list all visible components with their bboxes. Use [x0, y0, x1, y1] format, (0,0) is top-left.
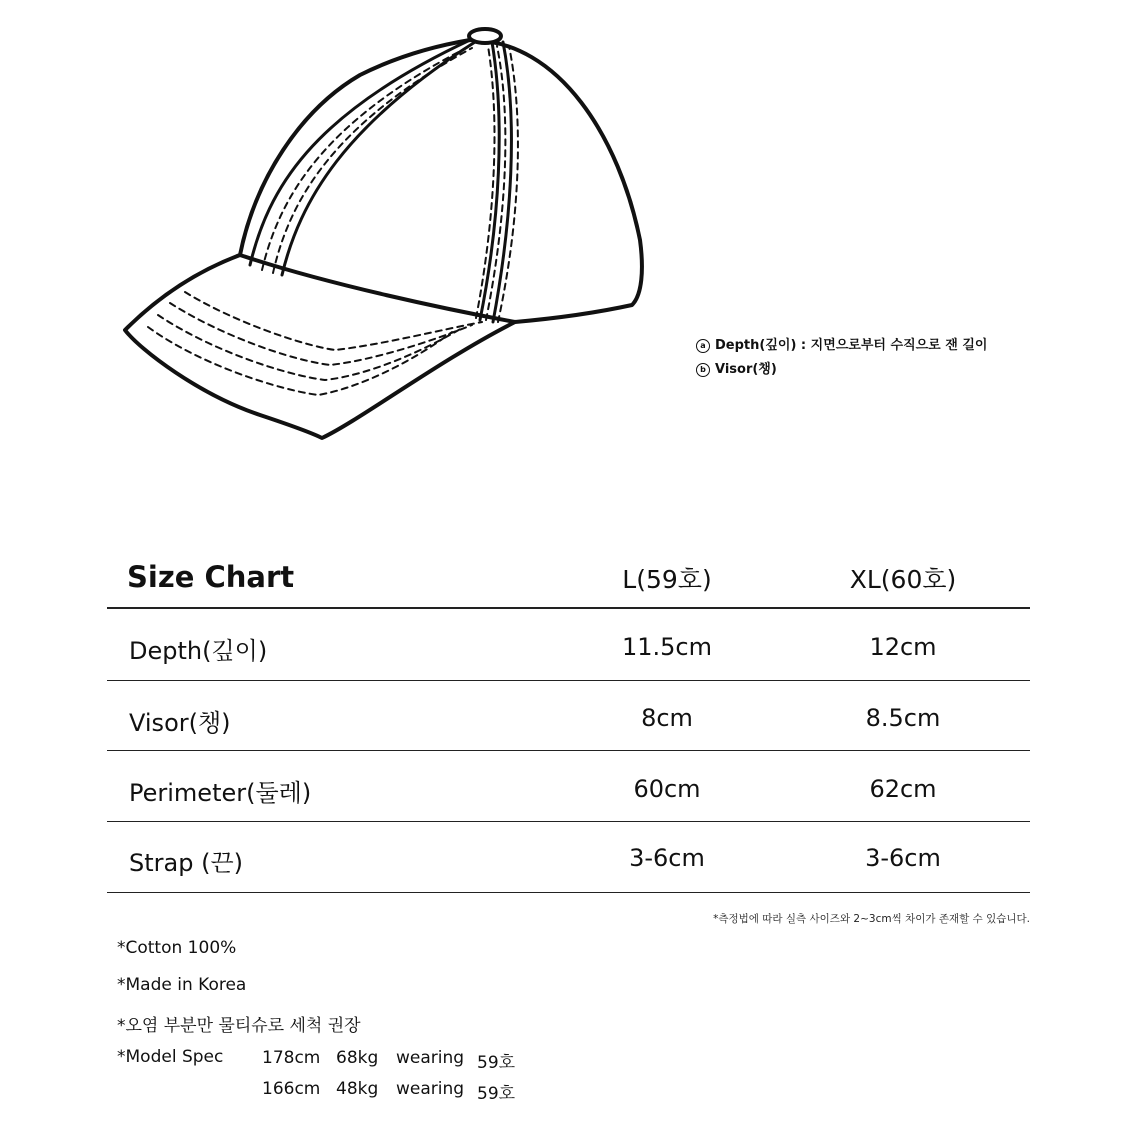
- cap-illustration: [0, 0, 1125, 460]
- legend-depth-text: Depth(깊이) : 지면으로부터 수직으로 잰 길이: [715, 338, 988, 353]
- legend-visor-text: Visor(챙): [715, 362, 777, 377]
- size-chart-title: Size Chart: [127, 560, 295, 594]
- origin-info: *Made in Korea: [117, 975, 247, 995]
- cell-depth-xl: 12cm: [869, 633, 937, 661]
- cell-perimeter-xl: 62cm: [869, 775, 937, 803]
- row-label-visor: Visor(챙): [129, 709, 231, 737]
- cell-strap-xl: 3-6cm: [865, 844, 941, 872]
- row-divider: [107, 750, 1030, 751]
- legend-depth: [696, 334, 987, 353]
- legend-visor: [696, 358, 777, 377]
- model-spec-label: *Model Spec: [117, 1047, 224, 1067]
- measurement-note: *측정법에 따라 실측 사이즈와 2~3cm씩 차이가 존재할 수 있습니다.: [713, 913, 1030, 925]
- row-label-strap: Strap (끈): [129, 849, 243, 877]
- column-header-xl: XL(60호): [849, 565, 957, 594]
- cell-visor-xl: 8.5cm: [865, 704, 941, 732]
- row-label-perimeter: Perimeter(둘레): [129, 779, 312, 807]
- badge-a-icon: a: [696, 339, 710, 353]
- care-info: *오염 부분만 물티슈로 세척 권장: [117, 1016, 361, 1036]
- model-1-wearing: wearing: [396, 1048, 465, 1068]
- header-rule: [107, 607, 1030, 609]
- model-1-weight: 68kg: [336, 1048, 379, 1068]
- model-2-weight: 48kg: [336, 1079, 379, 1099]
- material-info: *Cotton 100%: [117, 938, 237, 958]
- column-header-l: L(59호): [622, 565, 712, 594]
- row-divider: [107, 680, 1030, 681]
- model-1-size: 59호: [477, 1053, 516, 1073]
- row-label-depth: Depth(깊이): [129, 637, 268, 665]
- row-divider: [107, 821, 1030, 822]
- cell-depth-l: 11.5cm: [621, 633, 712, 661]
- cell-strap-l: 3-6cm: [629, 844, 705, 872]
- model-1-height: 178cm: [262, 1048, 321, 1068]
- table-bottom-rule: [107, 892, 1030, 893]
- model-2-wearing: wearing: [396, 1079, 465, 1099]
- cell-perimeter-l: 60cm: [633, 775, 701, 803]
- cell-visor-l: 8cm: [641, 704, 693, 732]
- badge-b-icon: b: [696, 363, 710, 377]
- model-2-height: 166cm: [262, 1079, 321, 1099]
- model-2-size: 59호: [477, 1084, 516, 1104]
